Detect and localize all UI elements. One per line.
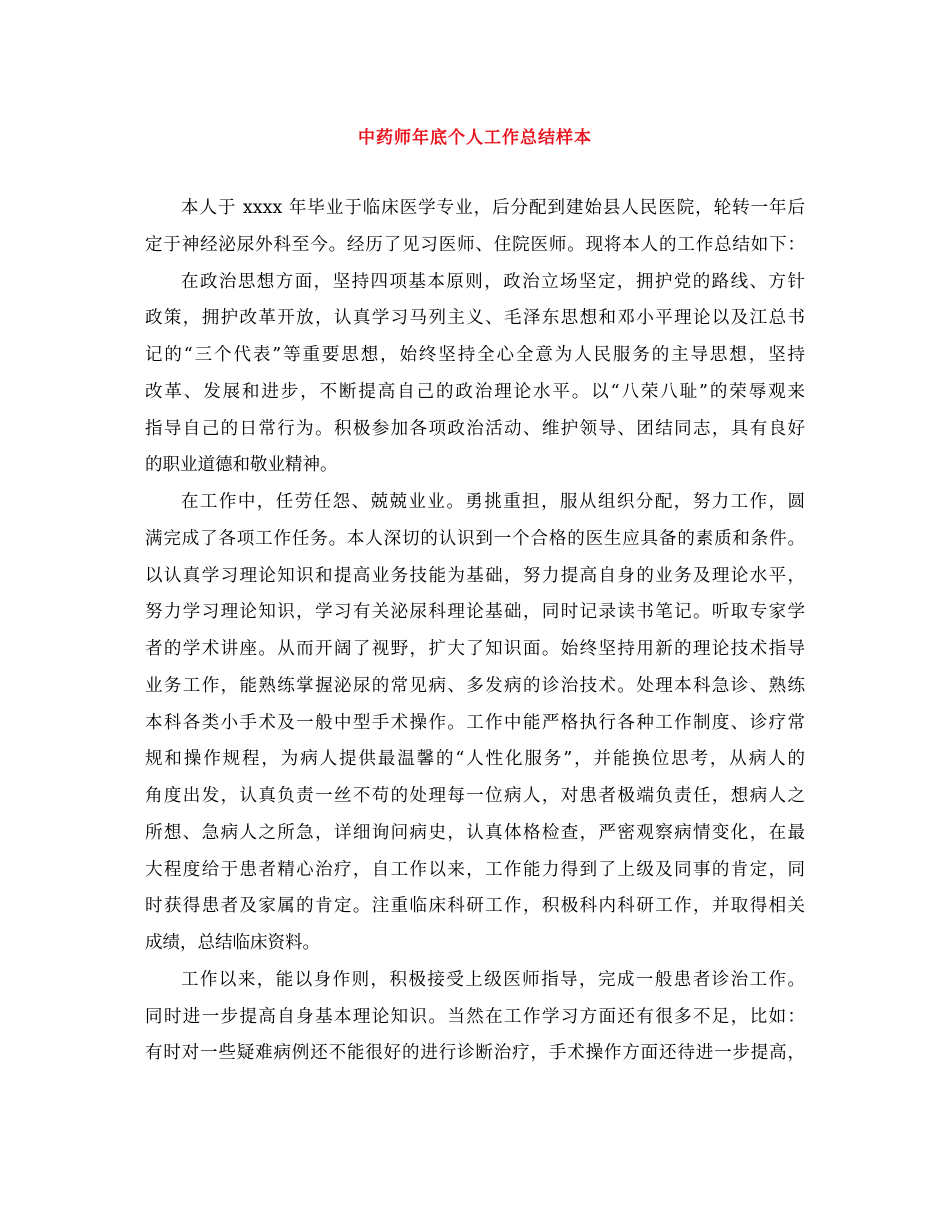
text-line: 工作以来，能以身作则，积极接受上级医师指导，完成一般患者诊治工作。 <box>181 969 805 990</box>
text-line: 改革、发展和进步，不断提高自己的政治理论水平。以“八荣八耻”的荣辱观来 <box>145 381 805 402</box>
document-title: 中药师年底个人工作总结样本 <box>358 128 592 148</box>
text-line: 以认真学习理论知识和提高业务技能为基础，努力提高自身的业务及理论水平， <box>145 565 805 586</box>
text-line: 大程度给于患者精心治疗，自工作以来，工作能力得到了上级及同事的肯定，同 <box>145 859 805 880</box>
text-line: 政策，拥护改革开放，认真学习马列主义、毛泽东思想和邓小平理论以及江总书 <box>145 308 805 329</box>
text-line: 成绩，总结临床资料。 <box>145 933 320 953</box>
document-body <box>145 196 805 1078</box>
text-line: 角度出发，认真负责一丝不苟的处理每一位病人，对患者极端负责任，想病人之 <box>145 786 805 806</box>
text-line: 有时对一些疑难病例还不能很好的进行诊断治疗，手术操作方面还待进一步提高， <box>145 1043 805 1064</box>
text-line: 本科各类小手术及一般中型手术操作。工作中能严格执行各种工作制度、诊疗常 <box>145 712 805 733</box>
text-line: 满完成了各项工作任务。本人深切的认识到一个合格的医生应具备的素质和条件。 <box>145 528 805 549</box>
text-line: 规和操作规程，为病人提供最温馨的“人性化服务”，并能换位思考，从病人的 <box>145 749 805 770</box>
text-line: 记的“三个代表”等重要思想，始终坚持全心全意为人民服务的主导思想，坚持 <box>145 345 805 365</box>
text-line: 的职业道德和敬业精神。 <box>145 455 338 476</box>
text-line: 在工作中，任劳任怨、兢兢业业。勇挑重担，服从组织分配，努力工作，圆 <box>181 492 805 512</box>
text-line: 业务工作，能熟练掌握泌尿的常见病、多发病的诊治技术。处理本科急诊、熟练 <box>145 675 805 696</box>
text-line: 所想、急病人之所急，详细询问病史，认真体格检查，严密观察病情变化，在最 <box>145 822 805 843</box>
text-line: 者的学术讲座。从而开阔了视野，扩大了知识面。始终坚持用新的理论技术指导 <box>145 639 805 659</box>
text-line: 努力学习理论知识，学习有关泌尿科理论基础，同时记录读书笔记。听取专家学 <box>145 602 805 623</box>
text-line: 同时进一步提高自身基本理论知识。当然在工作学习方面还有很多不足，比如： <box>145 1006 805 1027</box>
text-line: 指导自己的日常行为。积极参加各项政治活动、维护领导、团结同志，具有良好 <box>145 418 805 439</box>
text-line: 在政治思想方面，坚持四项基本原则，政治立场坚定，拥护党的路线、方针 <box>181 271 805 292</box>
text-line: 时获得患者及家属的肯定。注重临床科研工作，积极科内科研工作，并取得相关 <box>145 896 805 917</box>
text-line: 本人于 xxxx 年毕业于临床医学专业，后分配到建始县人民医院，轮转一年后 <box>181 198 805 218</box>
text-line: 定于神经泌尿外科至今。经历了见习医师、住院医师。现将本人的工作总结如下： <box>145 234 805 255</box>
